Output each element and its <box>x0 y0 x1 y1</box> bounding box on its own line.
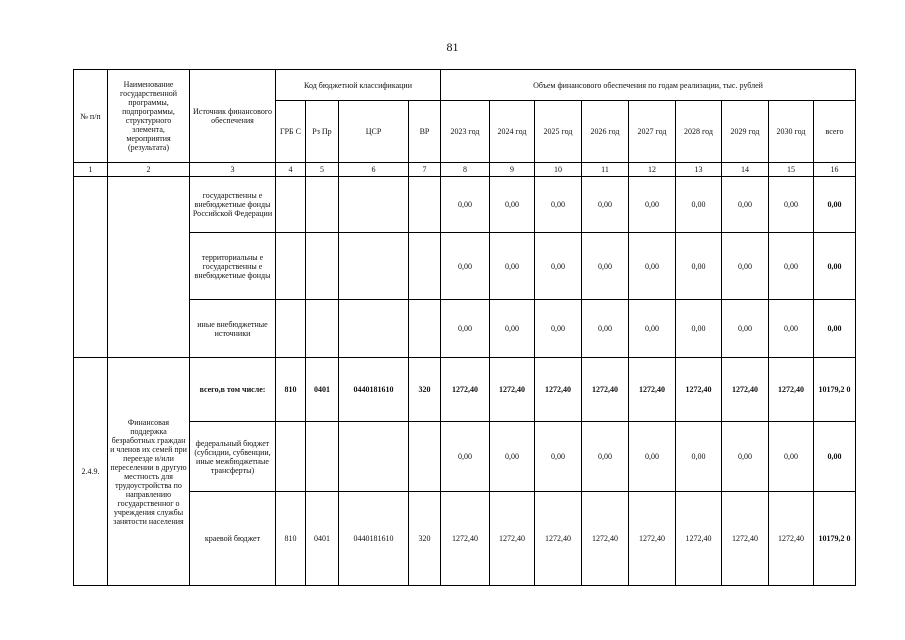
table-row <box>74 492 856 586</box>
column-index: 8 <box>441 163 490 177</box>
col-number-header: № п/п <box>74 70 108 163</box>
budget-table <box>73 69 856 586</box>
vr-cell <box>409 422 441 492</box>
year-header: 2028 год <box>676 101 722 163</box>
year-header: 2030 год <box>769 101 814 163</box>
value-cell: 1272,40 <box>629 358 676 422</box>
csr-cell <box>339 233 409 300</box>
column-index: 14 <box>722 163 769 177</box>
column-index: 3 <box>190 163 276 177</box>
value-cell: 0,00 <box>582 422 629 492</box>
vr-cell <box>409 300 441 358</box>
grbs-cell <box>276 233 306 300</box>
total-cell: 0,00 <box>814 233 856 300</box>
table-row <box>74 422 856 492</box>
total-cell: 0,00 <box>814 300 856 358</box>
vr-header: ВР <box>409 101 441 163</box>
value-cell: 1272,40 <box>582 492 629 586</box>
value-cell: 1272,40 <box>490 358 535 422</box>
source-cell: всего,в том числе: <box>190 358 276 422</box>
rzpr-cell <box>306 300 339 358</box>
value-cell: 1272,40 <box>769 492 814 586</box>
value-cell: 0,00 <box>441 233 490 300</box>
column-index: 5 <box>306 163 339 177</box>
value-cell: 0,00 <box>722 177 769 233</box>
source-cell: иные внебюджетные источники <box>190 300 276 358</box>
column-index: 4 <box>276 163 306 177</box>
value-cell: 0,00 <box>490 300 535 358</box>
column-index: 11 <box>582 163 629 177</box>
total-cell: 0,00 <box>814 422 856 492</box>
value-cell: 0,00 <box>722 422 769 492</box>
value-cell: 0,00 <box>490 233 535 300</box>
col-name-header: Наименование государственной программы, подпрограммы, структурного элемента, мероприятия (результата) <box>108 70 190 163</box>
value-cell: 0,00 <box>441 177 490 233</box>
value-cell: 1272,40 <box>441 358 490 422</box>
value-cell: 0,00 <box>535 300 582 358</box>
csr-cell: 0440181610 <box>339 492 409 586</box>
empty-name-cell <box>108 177 190 358</box>
value-cell: 0,00 <box>582 300 629 358</box>
funding-group-header: Объем финансового обеспечения по годам реализации, тыс. рублей <box>441 70 856 101</box>
column-index: 13 <box>676 163 722 177</box>
year-header: 2024 год <box>490 101 535 163</box>
value-cell: 1272,40 <box>535 358 582 422</box>
column-index: 10 <box>535 163 582 177</box>
column-index: 1 <box>74 163 108 177</box>
value-cell: 0,00 <box>769 422 814 492</box>
rzpr-cell: 0401 <box>306 358 339 422</box>
header-row <box>74 70 856 101</box>
value-cell: 0,00 <box>769 233 814 300</box>
column-index: 9 <box>490 163 535 177</box>
grbs-cell <box>276 300 306 358</box>
csr-cell <box>339 300 409 358</box>
table-row <box>74 300 856 358</box>
value-cell: 1272,40 <box>676 358 722 422</box>
value-cell: 0,00 <box>676 233 722 300</box>
grbs-cell <box>276 422 306 492</box>
value-cell: 1272,40 <box>535 492 582 586</box>
empty-number-cell <box>74 177 108 358</box>
value-cell: 1272,40 <box>441 492 490 586</box>
value-cell: 0,00 <box>629 233 676 300</box>
value-cell: 0,00 <box>441 300 490 358</box>
source-cell: территориальны е государственны е внебюджетные фонды <box>190 233 276 300</box>
value-cell: 0,00 <box>582 177 629 233</box>
value-cell: 0,00 <box>441 422 490 492</box>
value-cell: 0,00 <box>676 422 722 492</box>
value-cell: 1272,40 <box>490 492 535 586</box>
total-cell: 0,00 <box>814 177 856 233</box>
item-number-cell: 2.4.9. <box>74 358 108 586</box>
column-index: 6 <box>339 163 409 177</box>
value-cell: 0,00 <box>490 177 535 233</box>
col-source-header: Источник финансового обеспечения <box>190 70 276 163</box>
value-cell: 0,00 <box>535 422 582 492</box>
rzpr-cell: 0401 <box>306 492 339 586</box>
value-cell: 1272,40 <box>629 492 676 586</box>
year-header: 2025 год <box>535 101 582 163</box>
value-cell: 0,00 <box>629 177 676 233</box>
column-index-row <box>74 163 856 177</box>
value-cell: 1272,40 <box>722 492 769 586</box>
value-cell: 1272,40 <box>722 358 769 422</box>
value-cell: 1272,40 <box>676 492 722 586</box>
value-cell: 0,00 <box>629 422 676 492</box>
total-header: всего <box>814 101 856 163</box>
rzpr-header: Рз Пр <box>306 101 339 163</box>
source-cell: государственны е внебюджетные фонды Российской Федерации <box>190 177 276 233</box>
csr-cell: 0440181610 <box>339 358 409 422</box>
item-name-cell: Финансовая поддержка безработных граждан и членов их семей при переезде и/или переселении в другую местность для трудоустройства по направлению государственног о учреждения службы занятости населения <box>108 358 190 586</box>
vr-cell <box>409 177 441 233</box>
csr-cell <box>339 422 409 492</box>
column-index: 15 <box>769 163 814 177</box>
source-cell: федеральный бюджет (субсидии, субвенции, иные межбюджетные трансферты) <box>190 422 276 492</box>
value-cell: 0,00 <box>535 233 582 300</box>
year-header: 2023 год <box>441 101 490 163</box>
table-row <box>74 358 856 422</box>
grbs-cell: 810 <box>276 358 306 422</box>
vr-cell: 320 <box>409 358 441 422</box>
value-cell: 0,00 <box>769 177 814 233</box>
vr-cell <box>409 233 441 300</box>
rzpr-cell <box>306 422 339 492</box>
total-cell: 10179,2 0 <box>814 492 856 586</box>
value-cell: 0,00 <box>676 300 722 358</box>
rzpr-cell <box>306 233 339 300</box>
budget-code-group-header: Код бюджетной классификации <box>276 70 441 101</box>
vr-cell: 320 <box>409 492 441 586</box>
table-row <box>74 177 856 233</box>
column-index: 12 <box>629 163 676 177</box>
csr-cell <box>339 177 409 233</box>
year-header: 2026 год <box>582 101 629 163</box>
page-number: 81 <box>446 40 459 54</box>
grbs-cell <box>276 177 306 233</box>
csr-header: ЦСР <box>339 101 409 163</box>
value-cell: 0,00 <box>722 233 769 300</box>
year-header: 2027 год <box>629 101 676 163</box>
table-row <box>74 233 856 300</box>
value-cell: 1272,40 <box>582 358 629 422</box>
grbs-cell: 810 <box>276 492 306 586</box>
column-index: 7 <box>409 163 441 177</box>
source-cell: краевой бюджет <box>190 492 276 586</box>
value-cell: 0,00 <box>676 177 722 233</box>
value-cell: 0,00 <box>629 300 676 358</box>
value-cell: 1272,40 <box>769 358 814 422</box>
grbs-header: ГРБ С <box>276 101 306 163</box>
value-cell: 0,00 <box>582 233 629 300</box>
column-index: 16 <box>814 163 856 177</box>
value-cell: 0,00 <box>769 300 814 358</box>
rzpr-cell <box>306 177 339 233</box>
column-index: 2 <box>108 163 190 177</box>
total-cell: 10179,2 0 <box>814 358 856 422</box>
value-cell: 0,00 <box>490 422 535 492</box>
value-cell: 0,00 <box>722 300 769 358</box>
year-header: 2029 год <box>722 101 769 163</box>
value-cell: 0,00 <box>535 177 582 233</box>
